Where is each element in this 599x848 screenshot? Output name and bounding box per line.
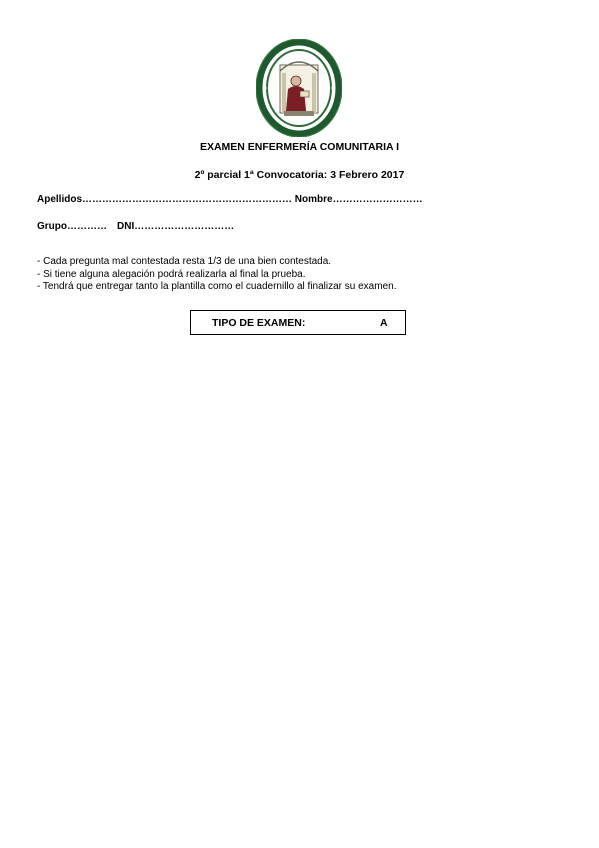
grupo-dni-row xyxy=(37,221,234,232)
seal-column-left xyxy=(282,73,286,113)
exam-subtitle: 2º parcial 1ª Convocatoria: 3 Febrero 2017 xyxy=(194,169,405,181)
seal-star-left xyxy=(263,86,266,89)
exam-type-box xyxy=(190,310,406,335)
apellidos-nombre-field: Apellidos……………………………………………………… Nombre……………………… xyxy=(37,194,423,205)
seal-pedestal xyxy=(284,111,314,116)
university-seal-icon xyxy=(256,39,342,137)
dni-field: DNI………………………… xyxy=(117,221,235,232)
instruction-item: - Cada pregunta mal contestada resta 1/3 de una bien contestada. xyxy=(37,256,332,267)
grupo-field: Grupo………… xyxy=(37,221,107,232)
exam-title: EXAMEN ENFERMERÍA COMUNITARIA I xyxy=(199,141,400,153)
seal-figure-body xyxy=(286,86,306,111)
exam-type-label: TIPO DE EXAMEN: xyxy=(212,317,306,329)
instruction-item: - Tendrá que entregar tanto la plantilla como el cuadernillo al finalizar su examen. xyxy=(37,281,397,292)
seal-column-right xyxy=(312,73,316,113)
seal-book xyxy=(300,91,309,97)
seal-figure-head xyxy=(291,76,301,86)
instruction-item: - Si tiene alguna alegación podrá realizarla al final la prueba. xyxy=(37,268,306,280)
seal-star-right xyxy=(331,86,334,89)
instructions-list xyxy=(37,256,396,294)
exam-type-value: A xyxy=(380,317,388,329)
